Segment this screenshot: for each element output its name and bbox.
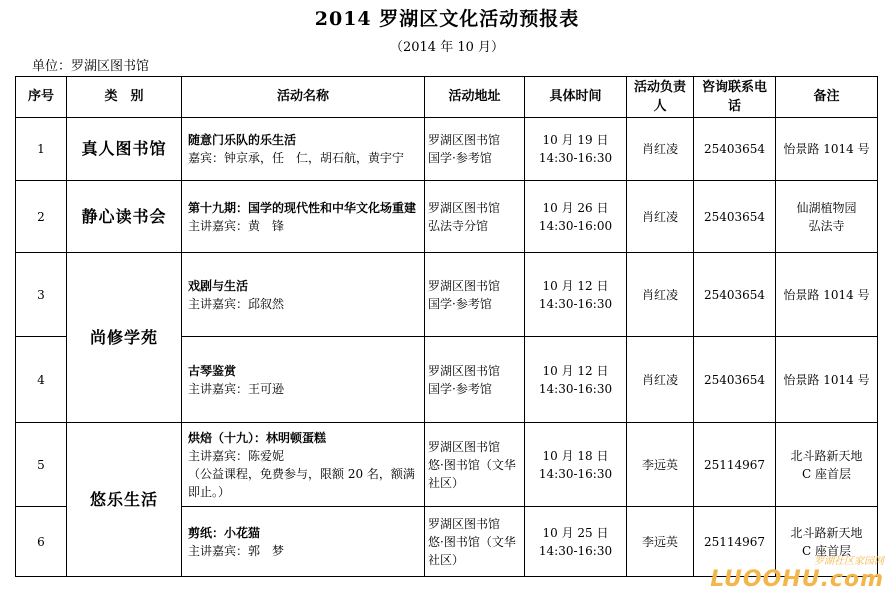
person-cell: 肖红凌 xyxy=(627,181,694,253)
activity-cell xyxy=(182,181,425,253)
address-line: 国学·参考馆 xyxy=(428,381,492,396)
activity-title: 古琴鉴赏 xyxy=(188,363,237,378)
address-line: 罗湖区图书馆 xyxy=(428,363,501,378)
address-cell xyxy=(425,507,525,577)
watermark-small-text: 罗湖社区家园网 xyxy=(814,556,884,567)
row-no: 1 xyxy=(16,118,67,181)
activity-detail: 主讲嘉宾：郭 梦 xyxy=(188,543,285,558)
note-line: C 座首层 xyxy=(802,466,851,481)
note-cell xyxy=(776,337,878,423)
table-row xyxy=(16,253,878,337)
time-text: 14:30-16:30 xyxy=(538,466,613,481)
time-cell xyxy=(525,423,627,507)
document-subtitle: （2014 年 10 月） xyxy=(389,40,505,55)
header-person: 活动负责人 xyxy=(627,77,694,118)
activity-cell xyxy=(182,337,425,423)
address-line: 悠·图书馆（文华社区） xyxy=(428,534,516,567)
activity-detail: 嘉宾：钟京承，任 仁，胡石航，黄宇宁 xyxy=(188,151,405,165)
header-time: 具体时间 xyxy=(525,77,627,118)
row-no: 3 xyxy=(16,253,67,337)
address-line: 弘法寺分馆 xyxy=(428,218,489,233)
note-line: 北斗路新天地 xyxy=(790,525,863,540)
time-text: 14:30-16:00 xyxy=(538,218,613,233)
person-cell: 李远英 xyxy=(627,507,694,577)
activity-note: （公益课程，免费参与，限额 20 名，额满即止。） xyxy=(188,466,415,499)
time-cell xyxy=(525,181,627,253)
category-cell: 静心读书会 xyxy=(67,181,182,253)
table-row xyxy=(16,423,878,507)
activity-cell xyxy=(182,253,425,337)
header-no: 序号 xyxy=(16,77,67,118)
header-category: 类 别 xyxy=(67,77,182,118)
note-cell xyxy=(776,253,878,337)
table-row xyxy=(16,181,878,253)
address-line: 罗湖区图书馆 xyxy=(428,278,501,293)
person-cell: 肖红凌 xyxy=(627,337,694,423)
row-no: 5 xyxy=(16,423,67,507)
person-cell: 李远英 xyxy=(627,423,694,507)
date-text: 10 月 25 日 xyxy=(542,525,609,540)
time-cell xyxy=(525,507,627,577)
site-watermark xyxy=(710,552,884,592)
activity-title: 随意门乐队的乐生活 xyxy=(188,133,297,147)
note-line: 怡景路 1014 号 xyxy=(783,372,870,387)
note-cell xyxy=(776,181,878,253)
table-row xyxy=(16,118,878,181)
activity-cell xyxy=(182,423,425,507)
phone-cell: 25114967 xyxy=(694,507,776,577)
address-line: 罗湖区图书馆 xyxy=(428,516,501,531)
activity-cell xyxy=(182,118,425,181)
activity-detail: 主讲嘉宾：陈爱妮 xyxy=(188,448,285,463)
phone-cell: 25403654 xyxy=(694,337,776,423)
unit-label: 单位：罗湖区图书馆 xyxy=(32,59,150,74)
note-line: 怡景路 1014 号 xyxy=(783,142,870,156)
activity-detail: 主讲嘉宾：王可逊 xyxy=(188,381,285,396)
phone-cell: 25403654 xyxy=(694,253,776,337)
address-line: 罗湖区图书馆 xyxy=(428,133,501,147)
phone-cell: 25114967 xyxy=(694,423,776,507)
activity-table xyxy=(15,76,878,577)
phone-cell: 25403654 xyxy=(694,181,776,253)
watermark-logo-text: LUOOHU.com xyxy=(710,567,884,592)
address-cell xyxy=(425,253,525,337)
note-line: 北斗路新天地 xyxy=(790,448,863,463)
time-cell xyxy=(525,337,627,423)
header-row xyxy=(16,77,878,118)
address-cell xyxy=(425,118,525,181)
phone-cell: 25403654 xyxy=(694,118,776,181)
date-text: 10 月 12 日 xyxy=(542,278,609,293)
date-text: 10 月 18 日 xyxy=(542,448,609,463)
address-line: 国学·参考馆 xyxy=(428,296,492,311)
activity-title: 烘焙（十九）：林明顿蛋糕 xyxy=(188,430,327,445)
address-line: 罗湖区图书馆 xyxy=(428,439,501,454)
address-line: 国学·参考馆 xyxy=(428,151,492,165)
time-text: 14:30-16:30 xyxy=(538,381,613,396)
note-line: 怡景路 1014 号 xyxy=(783,287,870,302)
header-address: 活动地址 xyxy=(425,77,525,118)
person-cell: 肖红凌 xyxy=(627,118,694,181)
time-cell xyxy=(525,118,627,181)
time-cell xyxy=(525,253,627,337)
row-no: 2 xyxy=(16,181,67,253)
activity-title: 剪纸：小花猫 xyxy=(188,525,261,540)
address-line: 悠·图书馆（文华社区） xyxy=(428,457,516,490)
address-cell xyxy=(425,337,525,423)
document-title: 2014 罗湖区文化活动预报表 xyxy=(314,8,580,30)
activity-cell xyxy=(182,507,425,577)
time-text: 14:30-16:30 xyxy=(538,151,613,165)
date-text: 10 月 12 日 xyxy=(542,363,609,378)
category-cell: 尚修学苑 xyxy=(67,253,182,423)
header-phone: 咨询联系电话 xyxy=(694,77,776,118)
category-cell: 悠乐生活 xyxy=(67,423,182,577)
category-cell: 真人图书馆 xyxy=(67,118,182,181)
note-line: 弘法寺 xyxy=(808,218,845,233)
person-cell: 肖红凌 xyxy=(627,253,694,337)
activity-detail: 主讲嘉宾：黄 锋 xyxy=(188,218,285,233)
time-text: 14:30-16:30 xyxy=(538,296,613,311)
note-line: C 座首层 xyxy=(802,543,851,558)
row-no: 6 xyxy=(16,507,67,577)
note-cell xyxy=(776,118,878,181)
time-text: 14:30-16:30 xyxy=(538,543,613,558)
activity-detail: 主讲嘉宾：邱叙然 xyxy=(188,296,285,311)
activity-title: 戏剧与生活 xyxy=(188,278,249,293)
address-line: 罗湖区图书馆 xyxy=(428,200,501,215)
row-no: 4 xyxy=(16,337,67,423)
date-text: 10 月 19 日 xyxy=(542,133,609,147)
address-cell xyxy=(425,181,525,253)
date-text: 10 月 26 日 xyxy=(542,200,609,215)
note-line: 仙湖植物园 xyxy=(796,200,857,215)
header-note: 备注 xyxy=(776,77,878,118)
note-cell xyxy=(776,423,878,507)
address-cell xyxy=(425,423,525,507)
header-activity: 活动名称 xyxy=(182,77,425,118)
activity-title: 第十九期：国学的现代性和中华文化场重建 xyxy=(188,200,417,215)
